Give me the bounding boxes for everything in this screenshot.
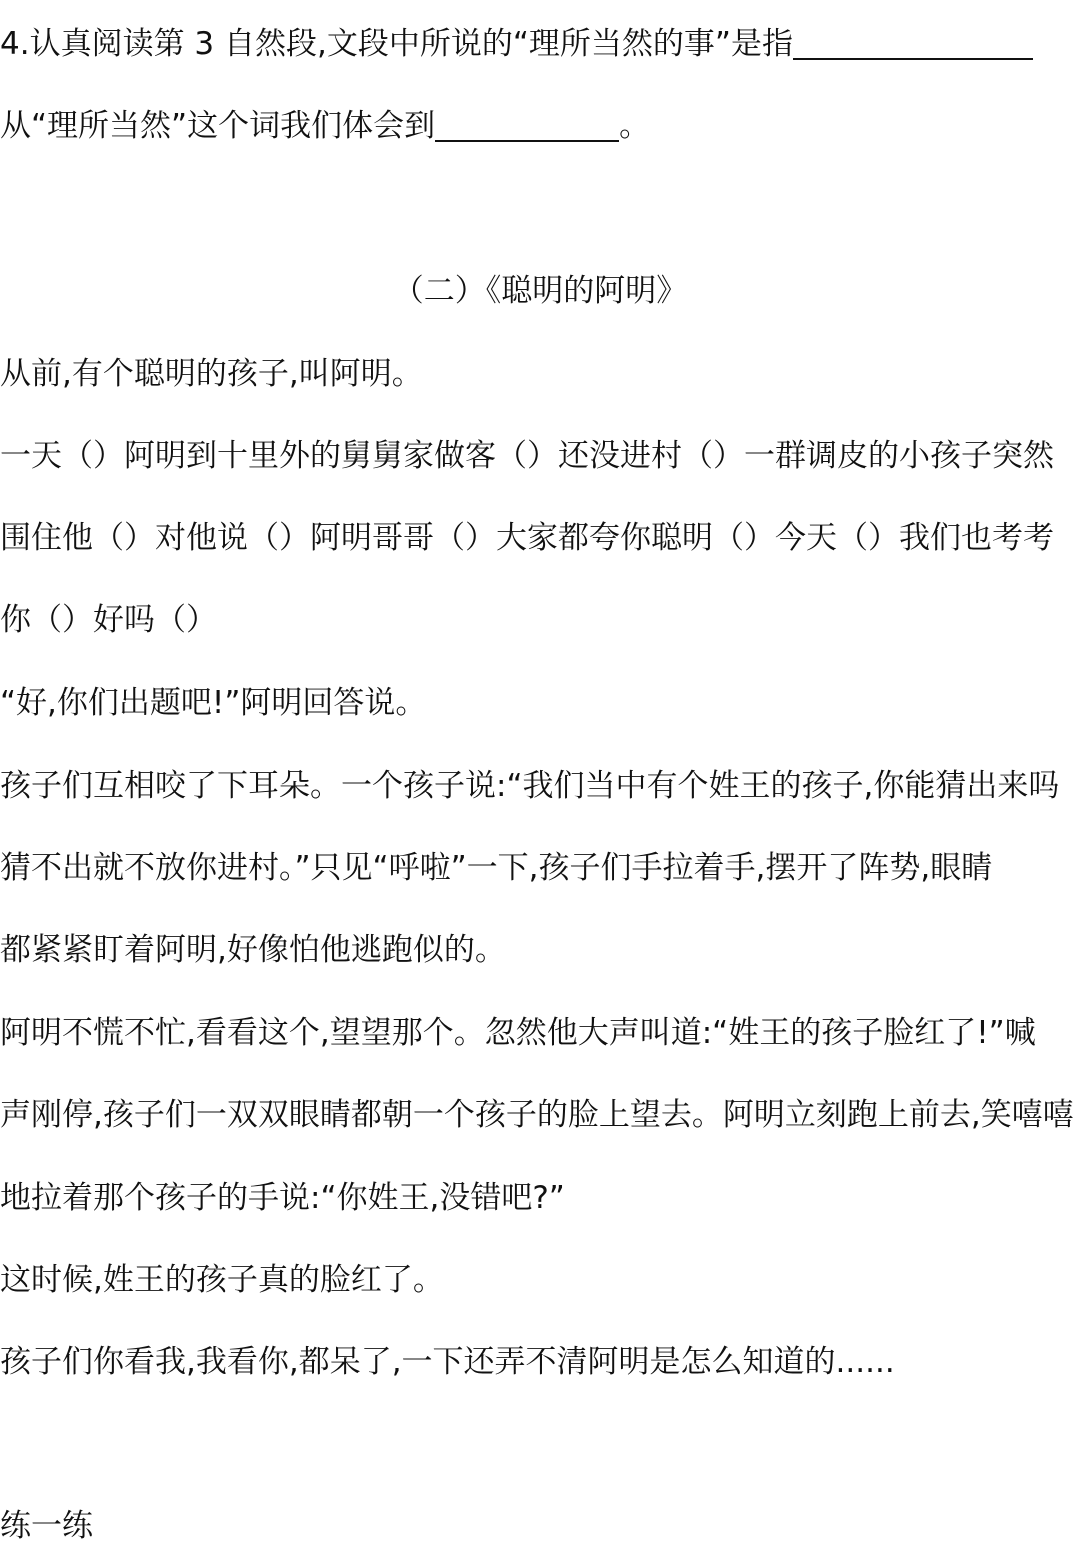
passage-line: “好,你们出题吧!”阿明回答说。: [0, 685, 427, 721]
passage-line: 声刚停,孩子们一双双眼睛都朝一个孩子的脸上望去。阿明立刻跑上前去,笑嘻嘻: [0, 1097, 1074, 1133]
passage-line: 猜不出就不放你进村。”只见“呼啦”一下,孩子们手拉着手,摆开了阵势,眼睛: [0, 850, 993, 886]
passage-line: 一天（）阿明到十里外的舅舅家做客（）还没进村（）一群调皮的小孩子突然: [0, 438, 1054, 474]
question-4-text: 4.认真阅读第 3 自然段,文段中所说的“理所当然的事”是指: [0, 26, 793, 62]
passage-line: 这时候,姓王的孩子真的脸红了。: [0, 1262, 444, 1298]
passage-line: 孩子们你看我,我看你,都呆了,一下还弄不清阿明是怎么知道的......: [0, 1344, 895, 1380]
passage-line: 从前,有个聪明的孩子,叫阿明。: [0, 356, 423, 392]
passage-line: 地拉着那个孩子的手说:“你姓王,没错吧?”: [0, 1180, 565, 1216]
practice-heading: 练一练: [0, 1508, 93, 1544]
passage-title: （二）《聪明的阿明》: [392, 273, 688, 309]
answer-blank-1[interactable]: [793, 24, 1033, 60]
passage-line: 你（）好吗（）: [0, 602, 217, 638]
answer-blank-2[interactable]: [435, 106, 619, 142]
question-4-text-2: 从“理所当然”这个词我们体会到: [0, 108, 436, 144]
passage-line: 围住他（）对他说（）阿明哥哥（）大家都夸你聪明（）今天（）我们也考考: [0, 520, 1054, 556]
question-4-line-2: [0, 98, 1080, 154]
question-4-period: 。: [619, 108, 651, 144]
question-4-line-1: [0, 16, 1080, 72]
passage-line: 都紧紧盯着阿明,好像怕他逃跑似的。: [0, 932, 506, 968]
passage-line: 孩子们互相咬了下耳朵。一个孩子说:“我们当中有个姓王的孩子,你能猜出来吗: [0, 768, 1060, 804]
passage-line: 阿明不慌不忙,看看这个,望望那个。忽然他大声叫道:“姓王的孩子脸红了!”喊: [0, 1015, 1036, 1051]
